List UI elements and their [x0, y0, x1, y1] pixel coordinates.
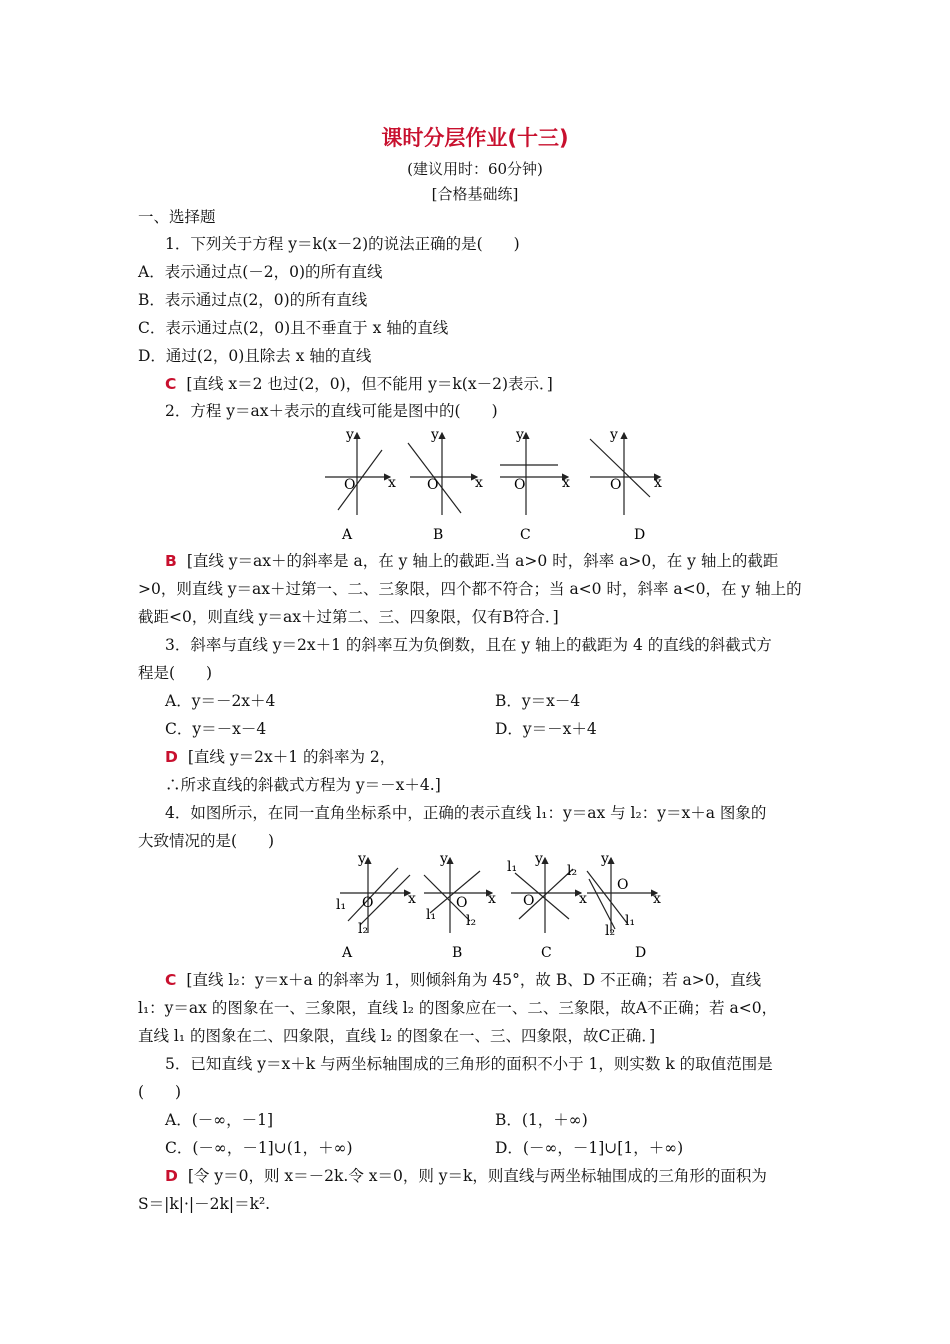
q1-option-c: C．表示通过点(2，0)且不垂直于 x 轴的直线: [138, 319, 449, 337]
q2-answer: B: [165, 552, 177, 570]
q2-figure-label-a: A: [342, 527, 353, 543]
q4-explanation-1: [直线 l₂：y＝x＋a 的斜率为 1，则倾斜角为 45°，故 B、D 不正确；若 a>0，直线: [186, 971, 762, 989]
q5-option-a: A．(－∞，－1]: [165, 1111, 274, 1129]
q2-figure-b: [408, 427, 483, 543]
q4-d-origin-label: O: [617, 877, 629, 893]
q2-d-y-label: y: [610, 427, 618, 443]
q2-figure-d: [590, 427, 662, 543]
q2-answer-line: [165, 551, 778, 571]
q2-a-x-label: x: [388, 475, 396, 491]
q2-figure-label-d: D: [634, 527, 646, 543]
q1-option-d: D．通过(2，0)且除去 x 轴的直线: [138, 347, 372, 365]
q3-answer-line: [165, 747, 395, 767]
q2-b-x-label: x: [475, 475, 483, 491]
q4-d-l1-label: l₁: [625, 913, 636, 929]
q4-c-l1-label: l₁: [507, 859, 518, 875]
q4-a-l1-label: l₁: [336, 897, 347, 913]
q5-option-d: D．(－∞，－1]∪[1，＋∞): [495, 1139, 684, 1157]
q2-explanation-1: [直线 y＝ax＋的斜率是 a，在 y 轴上的截距.当 a>0 时，斜率 a>0，在 y 轴上的截距: [186, 552, 779, 570]
q3-option-b: B．y＝x－4: [495, 692, 581, 710]
q4-stem-2: 大致情况的是( ): [138, 832, 275, 850]
q4-a-origin-label: O: [362, 895, 374, 911]
q2-explanation-2: >0，则直线 y＝ax＋过第一、二、三象限，四个都不符合；当 a<0 时，斜率 a<0，在 y 轴上的: [138, 580, 802, 598]
page-title: 课时分层作业(十三): [381, 126, 569, 150]
q4-figure-label-b: B: [452, 945, 463, 961]
q4-answer-line: [165, 970, 761, 990]
q2-figure-label-c: C: [520, 527, 531, 543]
q2-d-origin-label: O: [610, 477, 622, 493]
q4-b-origin-label: O: [456, 895, 468, 911]
q2-figures: [320, 425, 670, 545]
q4-d-x-label: x: [653, 891, 661, 907]
q4-figure-d: [587, 851, 661, 961]
q1-stem: 1．下列关于方程 y＝k(x－2)的说法正确的是( ): [165, 235, 520, 253]
q4-c-x-label: x: [579, 891, 587, 907]
q5-explanation-1: [令 y＝0，则 x＝－2k.令 x＝0，则 y＝k，则直线与两坐标轴围成的三角形的面积为: [187, 1167, 767, 1185]
q2-b-y-label: y: [431, 427, 439, 443]
q1-option-a: A．表示通过点(－2，0)的所有直线: [138, 263, 383, 281]
q2-explanation-3: 截距<0，则直线 y＝ax＋过第二、三、四象限，仅有B符合．]: [138, 608, 559, 626]
q3-stem-2: 程是( ): [138, 664, 213, 682]
q1-explanation: [直线 x＝2 也过(2，0)，但不能用 y＝k(x－2)表示．]: [186, 375, 553, 393]
q3-explanation-2: ∴所求直线的斜截式方程为 y＝－x＋4.]: [165, 776, 441, 794]
q2-stem: 2．方程 y＝ax＋表示的直线可能是图中的( ): [165, 402, 498, 420]
q3-stem-1: 3．斜率与直线 y＝2x＋1 的斜率互为负倒数，且在 y 轴上的截距为 4 的直线的斜截式方: [165, 636, 772, 654]
q4-b-y-label: y: [440, 851, 448, 867]
q2-figure-c: [500, 427, 570, 543]
q4-figure-label-c: C: [541, 945, 552, 961]
q4-d-y-label: y: [601, 851, 609, 867]
q4-b-l2-label: l₂: [466, 913, 477, 929]
q4-c-origin-label: O: [523, 893, 535, 909]
q4-c-y-label: y: [535, 851, 543, 867]
q2-c-origin-label: O: [514, 477, 526, 493]
q5-option-b: B．(1，＋∞): [495, 1111, 588, 1129]
q5-stem-2: ( ): [138, 1083, 182, 1101]
q4-figure-c: [507, 851, 587, 961]
q4-figure-label-d: D: [635, 945, 647, 961]
q4-explanation-3: 直线 l₁ 的图象在二、四象限，直线 l₂ 的图象在一、三、四象限，故C正确．]: [138, 1027, 656, 1045]
q3-answer: D: [165, 748, 178, 766]
q5-answer: D: [165, 1167, 178, 1185]
q4-d-l2-label: l₂: [605, 923, 616, 939]
q3-option-d: D．y＝－x＋4: [495, 720, 597, 738]
q2-b-origin-label: O: [427, 477, 439, 493]
q3-option-c: C．y＝－x－4: [165, 720, 267, 738]
q5-stem-1: 5．已知直线 y＝x＋k 与两坐标轴围成的三角形的面积不小于 1，则实数 k 的取值范围是: [165, 1055, 773, 1073]
q1-answer-line: [165, 374, 553, 394]
q3-explanation-1: [直线 y＝2x＋1 的斜率为 2，: [187, 748, 396, 766]
q4-b-x-label: x: [488, 891, 496, 907]
q4-figure-a: [336, 851, 416, 961]
suggested-time: (建议用时：60分钟): [407, 160, 543, 178]
q4-a-l2-label: l₂: [358, 921, 369, 937]
q2-a-y-label: y: [346, 427, 354, 443]
q2-c-y-label: y: [516, 427, 524, 443]
q1-option-b: B．表示通过点(2，0)的所有直线: [138, 291, 368, 309]
q4-answer: C: [165, 971, 177, 989]
q5-option-c: C．(－∞，－1]∪(1，＋∞): [165, 1139, 353, 1157]
q5-answer-line: [165, 1166, 767, 1186]
q4-b-l1-label: l₁: [426, 907, 437, 923]
q4-figure-b: [424, 851, 496, 961]
section-label: [合格基础练]: [431, 185, 519, 203]
q4-explanation-2: l₁：y＝ax 的图象在一、三象限，直线 l₂ 的图象应在一、二、三象限，故A不正确；若 a<0，: [138, 999, 778, 1017]
q4-a-y-label: y: [358, 851, 366, 867]
q2-c-x-label: x: [562, 475, 570, 491]
q2-d-x-label: x: [654, 475, 662, 491]
q2-figure-label-b: B: [433, 527, 444, 543]
q2-figure-a: [325, 427, 396, 543]
q4-figures: [330, 853, 670, 963]
q1-answer: C: [165, 375, 177, 393]
q3-option-a: A．y＝－2x＋4: [165, 692, 276, 710]
q4-c-l2-label: l₂: [567, 863, 578, 879]
q5-explanation-2: S＝|k|·|－2k|＝k².: [138, 1195, 271, 1213]
section-heading: 一、选择题: [138, 208, 216, 226]
q2-a-origin-label: O: [344, 477, 356, 493]
q4-a-x-label: x: [408, 891, 416, 907]
q4-stem-1: 4．如图所示，在同一直角坐标系中，正确的表示直线 l₁：y＝ax 与 l₂：y＝x＋a 图象的: [165, 804, 767, 822]
q4-figure-label-a: A: [342, 945, 353, 961]
